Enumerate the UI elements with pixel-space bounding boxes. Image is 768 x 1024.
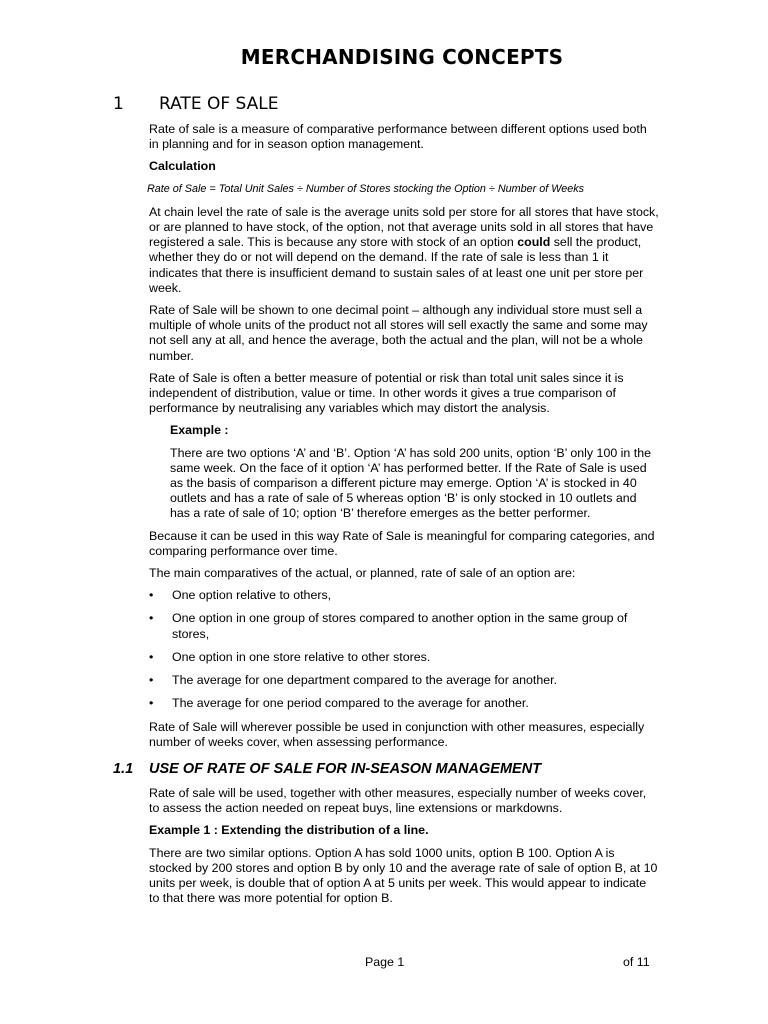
- section-1-1-title: USE OF RATE OF SALE FOR IN-SEASON MANAGEMENT: [149, 760, 542, 777]
- list-item: [149, 611, 659, 641]
- bullet-icon: •: [149, 696, 154, 711]
- list-item-text: The average for one department compared to the average for another.: [172, 673, 558, 688]
- section-1-1-heading: [113, 760, 659, 778]
- section-1-paragraph-2: Rate of Sale will be shown to one decimal point – although any individual store must sell a multiple of whole units of the product not all stores will sell exactly the same and some may not sell any at all, and hence the average, both the actual and the plan, will not be a whole number.: [149, 303, 648, 363]
- list-item-text: One option relative to others,: [172, 588, 332, 603]
- footer-page-total: of 11: [623, 955, 650, 969]
- section-1-paragraph-6: Rate of Sale will wherever possible be used in conjunction with other measures, especially number of weeks cover, when assessing performance.: [149, 719, 645, 749]
- list-item-text: One option in one store relative to other stores.: [172, 649, 431, 664]
- section-1-paragraph-5: The main comparatives of the actual, or planned, rate of sale of an option are:: [149, 566, 576, 581]
- example-label: Example :: [170, 423, 229, 438]
- section-1-paragraph-4: Because it can be used in this way Rate of Sale is meaningful for comparing categories, and comparing performance over time.: [149, 528, 655, 558]
- example-1-label: Example 1 : Extending the distribution of a line.: [149, 823, 429, 838]
- paragraph-1-bold-could: could: [517, 235, 551, 250]
- example-1-text: There are two similar options. Option A has sold 1000 units, option B 100. Option A is stocked by 200 stores and option B by only 10 and the average rate of sale of option B, at 10 units per week, is double that of option A at 5 units per week. This would appear to indicate to that there was more potential for option B.: [149, 845, 658, 906]
- document-body: [113, 122, 659, 913]
- example-text: There are two options ‘A’ and ‘B’. Option ‘A’ has sold 200 units, option ‘B’ only 100 in the same week. On the face of it option ‘A’ has performed better. If the Rate of Sale is used as the basis of comparison a different picture may emerge. Option ‘A’ is stocked in 40 outlets and has a rate of sale of 5 whereas option ‘B’ is only stocked in 10 outlets and has a rate of sale of 10; option ‘B’ therefore emerges as the better performer.: [170, 445, 651, 521]
- bullet-icon: •: [149, 649, 154, 664]
- paragraph-1-text-a: At chain level the rate of sale is the average units sold per store for all stores that have stock, or are planned to have stock, of the option, not that average units sold in all stores that have registered a sale. This is because any store with stock of an option: [149, 204, 659, 250]
- bullet-icon: •: [149, 611, 154, 626]
- section-1-number: 1: [113, 94, 124, 114]
- bullet-icon: •: [149, 588, 154, 603]
- section-1-1-paragraph-1: Rate of sale will be used, together with other measures, especially number of weeks cover, to assess the action needed on repeat buys, line extensions or markdowns.: [149, 785, 647, 816]
- section-1-heading: [113, 94, 278, 114]
- section-1-intro: Rate of sale is a measure of comparative performance between different options used both in planning and for in season option management.: [149, 122, 647, 152]
- rate-of-sale-formula: Rate of Sale = Total Unit Sales ÷ Number of Stores stocking the Option ÷ Number of Weeks: [147, 182, 585, 195]
- document-title: MERCHANDISING CONCEPTS: [240, 45, 564, 69]
- list-item: [149, 588, 659, 603]
- section-1-1-number: 1.1: [113, 760, 134, 777]
- calculation-label: Calculation: [149, 159, 216, 174]
- list-item-text: One option in one group of stores compared to another option in the same group of stores,: [172, 611, 628, 641]
- list-item: [149, 696, 659, 711]
- list-item: [149, 673, 659, 688]
- section-1-paragraph-1: [149, 205, 659, 296]
- bullet-icon: •: [149, 673, 154, 688]
- paragraph-1-text-b: sell the product, whether they do or not will depend on the demand. If the rate of sale is less than 1 it indicates that there is insufficient demand to sustain sales of at least one unit per store per week.: [149, 235, 644, 295]
- section-1-title: RATE OF SALE: [159, 94, 279, 114]
- footer-page-number: Page 1: [365, 955, 405, 969]
- section-1-paragraph-3: Rate of Sale is often a better measure of potential or risk than total unit sales since it is independent of distribution, value or time. In other words it gives a true comparison of performance by neutralising any variables which may distort the analysis.: [149, 370, 624, 416]
- list-item: [149, 650, 659, 665]
- comparatives-list: [149, 588, 659, 711]
- list-item-text: The average for one period compared to the average for another.: [172, 696, 529, 711]
